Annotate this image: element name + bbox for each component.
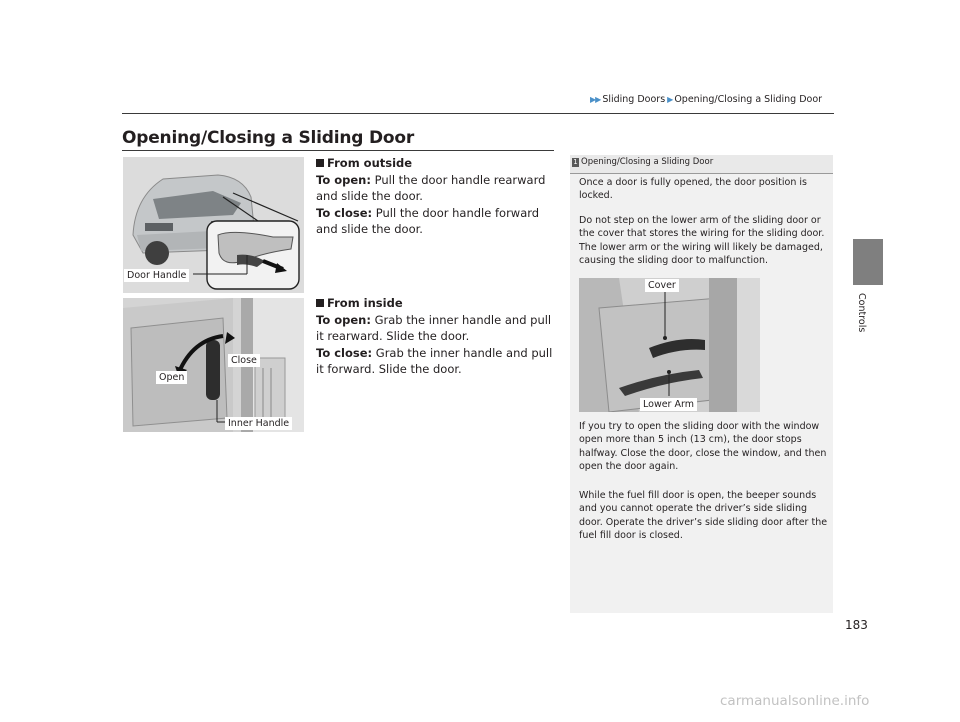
close-callout: Close <box>228 354 260 367</box>
note-number-badge: 1 <box>573 158 578 166</box>
open-instruction: To open: Grab the inner handle and pull it rearward. Slide the door. <box>316 312 552 343</box>
cover-lower-arm-illustration <box>579 278 760 412</box>
section-from-inside <box>316 295 556 378</box>
breadcrumb-arrow-icon: ▶▶ <box>590 95 601 104</box>
breadcrumb-item[interactable]: Opening/Closing a Sliding Door <box>674 94 823 105</box>
square-bullet-icon <box>316 159 324 167</box>
page-number: 183 <box>845 618 868 632</box>
breadcrumb-arrow-icon: ▶ <box>667 95 673 104</box>
open-instruction: To open: Pull the door handle rearward and slide the door. <box>316 172 546 203</box>
inner-handle-illustration <box>123 298 304 432</box>
chapter-tab[interactable] <box>853 239 883 285</box>
section-heading: From inside <box>316 295 556 312</box>
header-divider <box>122 113 834 114</box>
breadcrumb-item[interactable]: Sliding Doors <box>602 94 666 105</box>
note-paragraph: Do not step on the lower arm of the sliding door or the cover that stores the wiring for the sliding door. The lower arm or the wiring will likely be damaged, causing the sliding door to malfunction. <box>579 215 825 266</box>
cover-callout: Cover <box>645 279 679 292</box>
note-paragraph: While the fuel fill door is open, the beeper sounds and you cannot operate the driver’s side sliding door. Operate the driver’s side sliding door after the fuel fill door is closed. <box>579 490 828 541</box>
page-title: Opening/Closing a Sliding Door <box>122 128 415 148</box>
breadcrumb <box>590 94 822 105</box>
close-instruction: To close: Pull the door handle forward and slide the door. <box>316 205 540 236</box>
watermark: carmanualsonline.info <box>720 693 870 709</box>
notes-heading: Opening/Closing a Sliding Door <box>581 157 714 167</box>
chapter-tab-label: Controls <box>856 293 867 333</box>
inner-handle-callout: Inner Handle <box>225 417 292 430</box>
lower-arm-callout: Lower Arm <box>640 398 697 411</box>
close-instruction: To close: Grab the inner handle and pull it forward. Slide the door. <box>316 345 553 376</box>
section-heading: From outside <box>316 155 556 172</box>
open-callout: Open <box>156 371 187 384</box>
note-paragraph: Once a door is fully opened, the door position is locked. <box>579 177 807 202</box>
square-bullet-icon <box>316 299 324 307</box>
section-from-outside <box>316 155 556 238</box>
door-handle-callout: Door Handle <box>124 269 189 282</box>
title-divider <box>122 150 554 151</box>
note-paragraph: If you try to open the sliding door with the window open more than 5 inch (13 cm), the door stops halfway. Close the door, close the window, and then open the door again. <box>579 421 827 472</box>
